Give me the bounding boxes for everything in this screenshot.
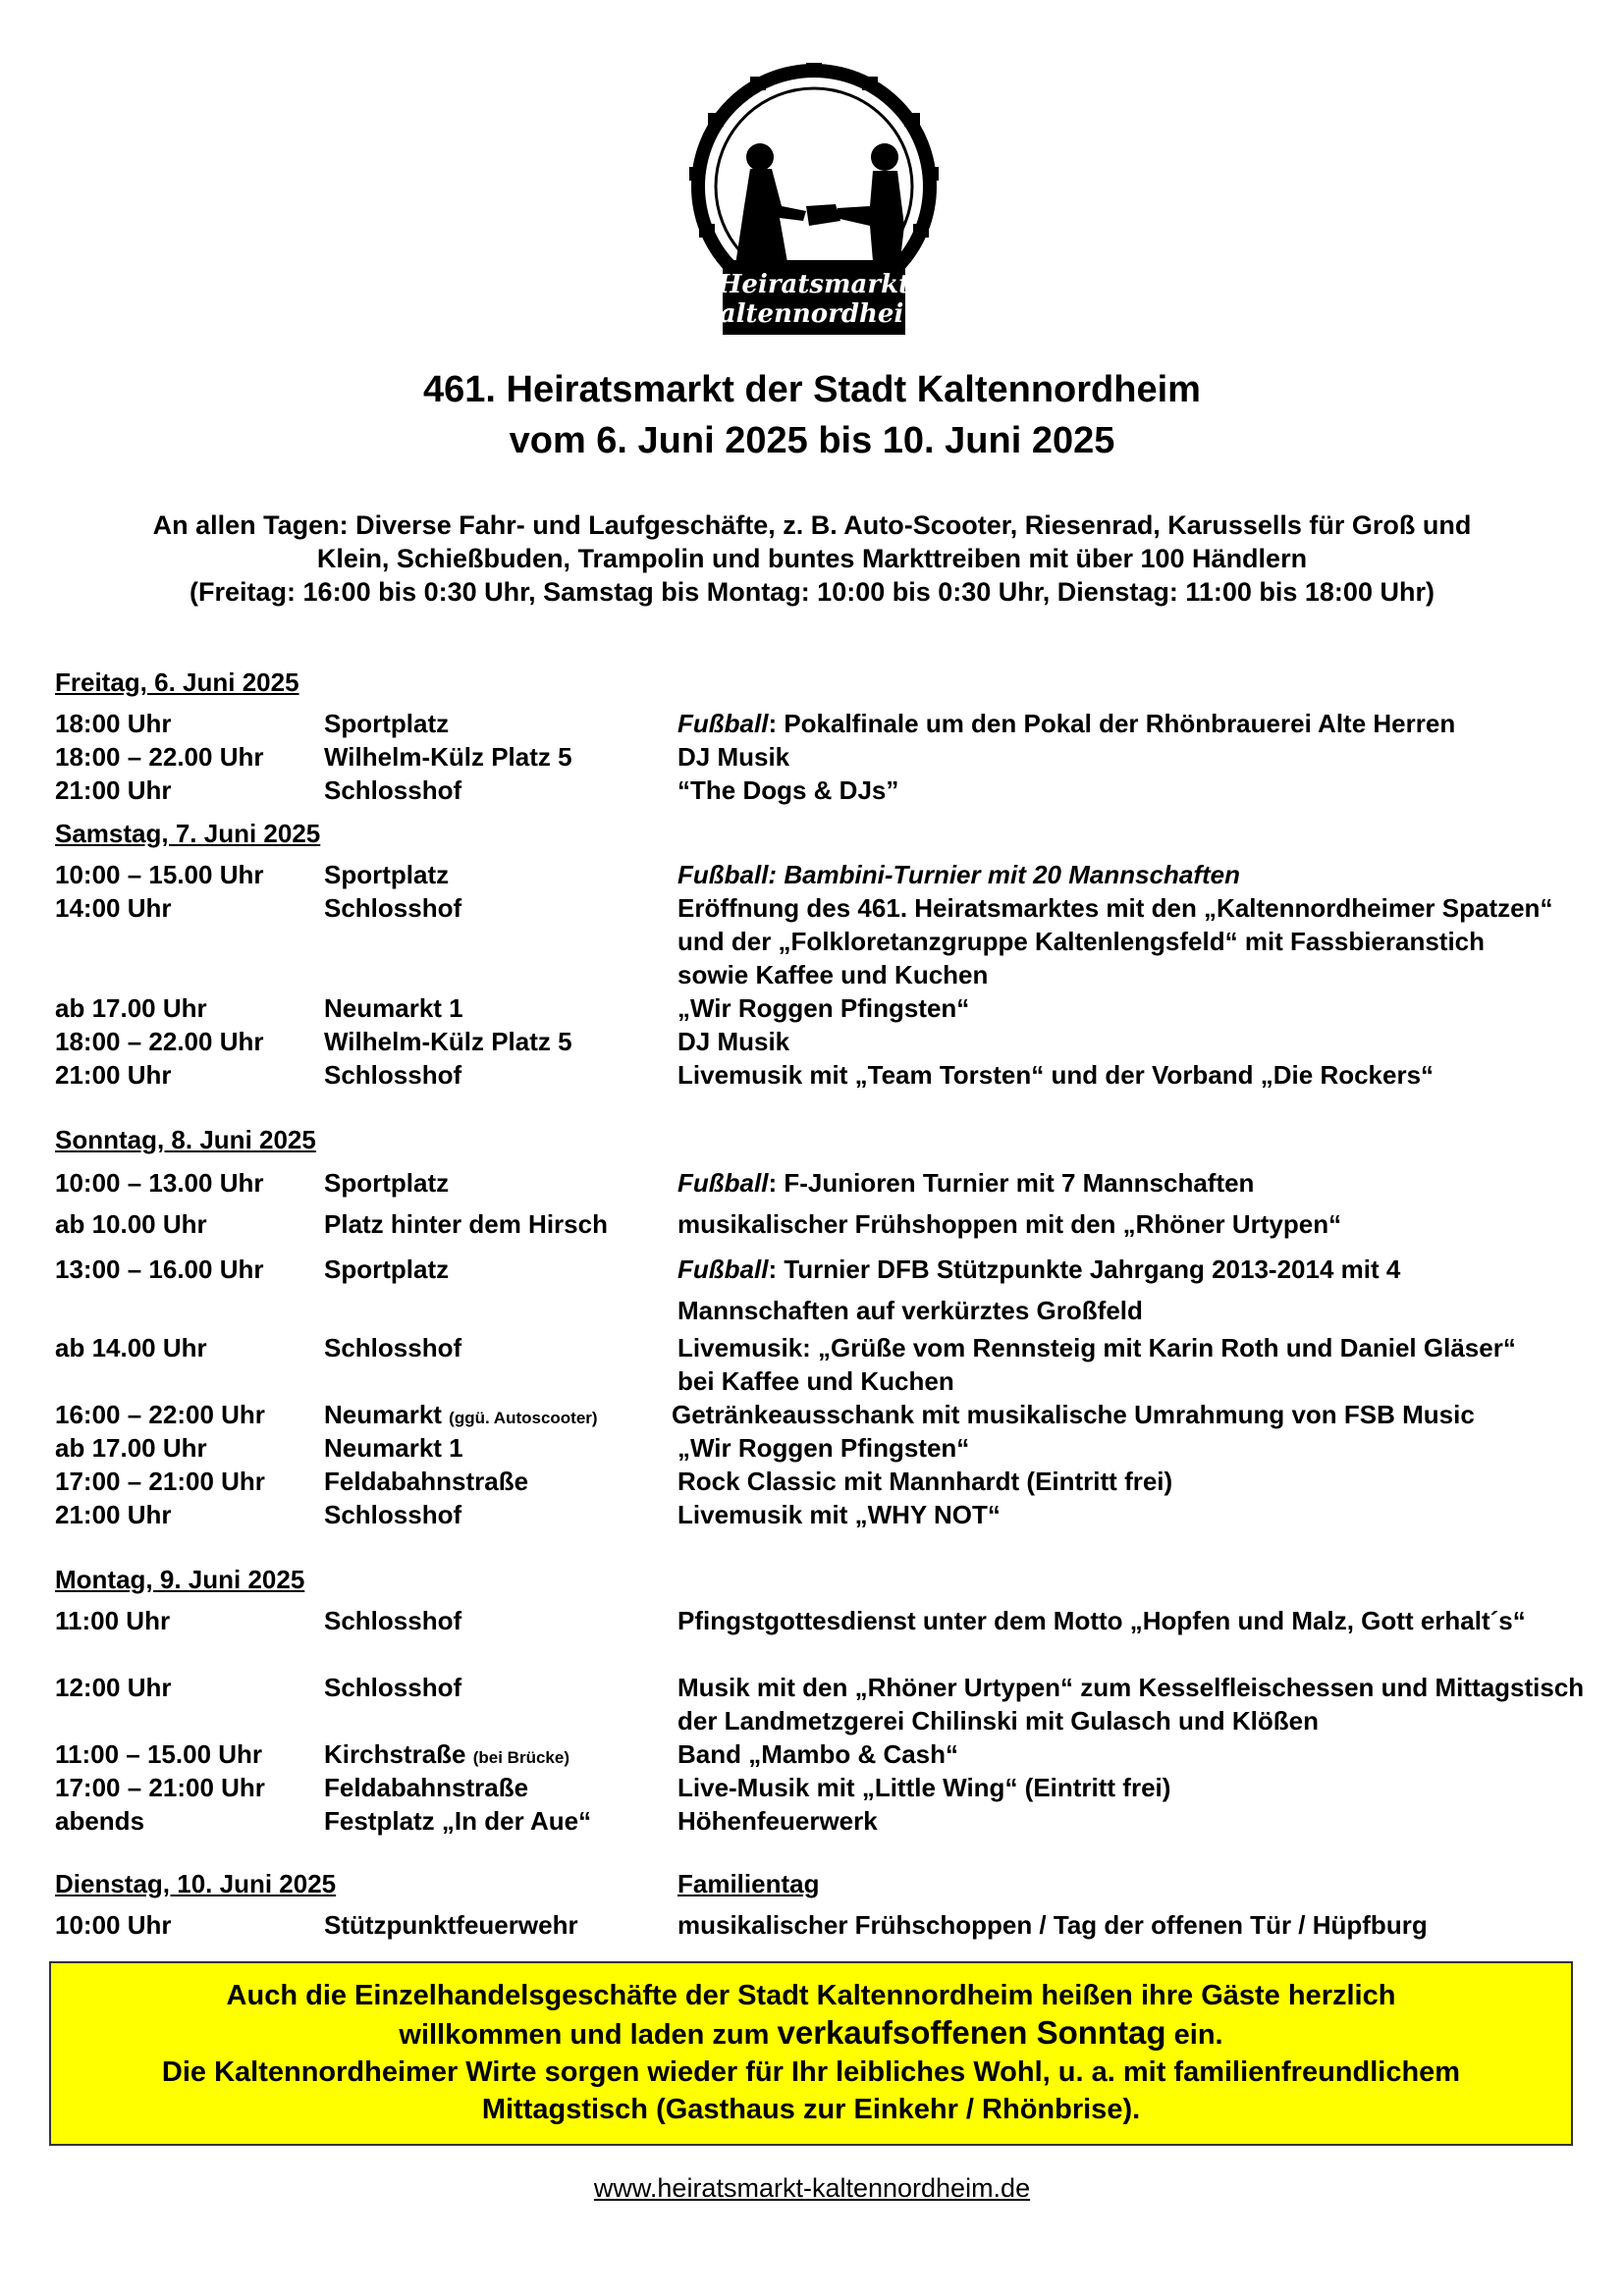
event-time: 21:00 Uhr (55, 1500, 172, 1529)
event-description: “The Dogs & DJs” (677, 775, 899, 805)
event-place: Sportplatz (324, 1255, 450, 1284)
event-place: Schlosshof (324, 1606, 462, 1635)
day-theme-label: Familientag (677, 1869, 820, 1898)
event-place: Schlosshof (324, 893, 462, 923)
intro-line2: Klein, Schießbuden, Trampolin und buntes Markttreiben mit über 100 Händlern (316, 544, 1308, 573)
event-time: 10:00 – 13.00 Uhr (55, 1168, 264, 1198)
event-place: Sportplatz (324, 860, 450, 889)
event-description: musikalischer Frühschoppen / Tag der offenen Tür / Hüpfburg (677, 1910, 1428, 1940)
event-description: Musik mit den „Rhöner Urtypen“ zum Kesselfleischessen und Mittagstisch der Landmetzgerei Chilinski mit Gulasch und Klößen (677, 1673, 1585, 1735)
event-time: ab 17.00 Uhr (55, 993, 207, 1023)
event-place: Schlosshof (324, 1673, 462, 1702)
event-text: : F-Junioren Turnier mit 7 Mannschaften (768, 1168, 1255, 1198)
event-place: Schlosshof (324, 1500, 462, 1529)
event-place-note: (bei Brücke) (472, 1748, 569, 1767)
event-text: : Turnier DFB Stützpunkte Jahrgang 2013-2014 mit 4 Mannschaften auf verkürztes Großfeld (677, 1255, 1401, 1325)
event-time: 10:00 Uhr (55, 1910, 172, 1940)
event-description: Höhenfeuerwerk (677, 1806, 878, 1836)
event-place: Neumarkt 1 (324, 993, 463, 1023)
event-place: Sportplatz (324, 1168, 450, 1198)
event-description: DJ Musik (677, 1027, 790, 1056)
event-place-name: Kirchstraße (324, 1739, 466, 1769)
event-description: musikalischer Frühshoppen mit den „Rhöner Urtypen“ (677, 1209, 1342, 1239)
event-emphasis: Fußball (677, 1168, 769, 1198)
event-place: Feldabahnstraße (324, 1467, 529, 1496)
event-place: Schlosshof (324, 775, 462, 805)
day-heading-saturday: Samstag, 7. Juni 2025 (55, 819, 321, 848)
notice-line4: Mittagstisch (Gasthaus zur Einkehr / Rhönbrise). (481, 2094, 1141, 2125)
event-time: 10:00 – 15.00 Uhr (55, 860, 264, 889)
logo-text-line1: Heiratsmarkt (717, 270, 911, 299)
day-heading-tuesday: Dienstag, 10. Juni 2025 (55, 1869, 337, 1898)
event-place: Wilhelm-Külz Platz 5 (324, 1027, 572, 1056)
event-time: 13:00 – 16.00 Uhr (55, 1255, 264, 1284)
event-place-name: Neumarkt (324, 1400, 442, 1429)
notice-line1: Auch die Einzelhandelsgeschäfte der Stadt Kaltennordheim heißen ihre Gäste herzlich (226, 1980, 1396, 2011)
event-time: 21:00 Uhr (55, 775, 172, 805)
event-place: Neumarkt 1 (324, 1433, 463, 1463)
event-description (677, 858, 1591, 891)
event-time: ab 17.00 Uhr (55, 1433, 207, 1463)
intro-line3: (Freitag: 16:00 bis 0:30 Uhr, Samstag bis Montag: 10:00 bis 0:30 Uhr, Dienstag: 11:00 bis 18:00 Uhr) (189, 577, 1435, 607)
event-time: 14:00 Uhr (55, 893, 172, 923)
event-description: „Wir Roggen Pfingsten“ (677, 993, 970, 1023)
retail-notice-box (49, 1961, 1573, 2146)
event-emphasis: Fußball (677, 1255, 769, 1284)
event-emphasis: Fußball: Bambini-Turnier mit 20 Mannschaften (677, 860, 1241, 889)
event-time: 11:00 Uhr (55, 1606, 171, 1635)
event-time: 12:00 Uhr (55, 1673, 172, 1702)
event-place: Stützpunktfeuerwehr (324, 1910, 578, 1940)
event-place (324, 1398, 598, 1435)
event-time: 21:00 Uhr (55, 1060, 172, 1090)
notice-line2-start: willkommen und laden zum (399, 2019, 778, 2051)
event-place: Feldabahnstraße (324, 1773, 529, 1802)
website-link[interactable]: www.heiratsmarkt-kaltennordheim.de (593, 2173, 1031, 2203)
day-heading-sunday: Sonntag, 8. Juni 2025 (55, 1125, 316, 1154)
page-title-line2: vom 6. Juni 2025 bis 10. Juni 2025 (509, 420, 1115, 461)
day-heading-monday: Montag, 9. Juni 2025 (55, 1565, 305, 1594)
event-time: 17:00 – 21:00 Uhr (55, 1773, 265, 1802)
event-description (677, 1166, 1591, 1200)
event-description (677, 707, 1591, 740)
event-description: Eröffnung des 461. Heiratsmarktes mit den „Kaltennordheimer Spatzen“ und der „Folkloretanzgruppe Kaltenlengsfeld“ mit Fassbieranstich sowie Kaffee und Kuchen (677, 893, 1553, 989)
event-time: 18:00 Uhr (55, 709, 172, 738)
event-place: Platz hinter dem Hirsch (324, 1209, 608, 1239)
event-description: Livemusik mit „Team Torsten“ und der Vorband „Die Rockers“ (677, 1060, 1435, 1090)
page-title-line1: 461. Heiratsmarkt der Stadt Kaltennordheim (423, 369, 1201, 410)
event-time: 18:00 – 22.00 Uhr (55, 742, 264, 772)
event-time: ab 14.00 Uhr (55, 1333, 207, 1362)
heiratsmarkt-logo (634, 59, 994, 344)
event-place: Schlosshof (324, 1060, 462, 1090)
event-place: Schlosshof (324, 1333, 462, 1362)
event-description: Pfingstgottesdienst unter dem Motto „Hopfen und Malz, Gott erhalt´s“ (677, 1606, 1526, 1635)
intro-line1: An allen Tagen: Diverse Fahr- und Laufgeschäfte, z. B. Auto-Scooter, Riesenrad, Karussells für Groß und (152, 510, 1472, 540)
event-time: 18:00 – 22.00 Uhr (55, 1027, 264, 1056)
event-time: 11:00 – 15.00 Uhr (55, 1739, 263, 1769)
day-heading-friday: Freitag, 6. Juni 2025 (55, 667, 299, 697)
notice-line3: Die Kaltennordheimer Wirte sorgen wieder für Ihr leibliches Wohl, u. a. mit familienfreundlichem (161, 2056, 1461, 2088)
event-description: Band „Mambo & Cash“ (677, 1739, 959, 1769)
event-place-note: (ggü. Autoscooter) (449, 1409, 598, 1427)
event-text: : Pokalfinale um den Pokal der Rhönbrauerei Alte Herren (768, 709, 1456, 738)
event-place: Wilhelm-Külz Platz 5 (324, 742, 572, 772)
event-time: 17:00 – 21:00 Uhr (55, 1467, 265, 1496)
event-description: Rock Classic mit Mannhardt (Eintritt frei) (677, 1467, 1173, 1496)
event-place: Sportplatz (324, 709, 450, 738)
event-description: Livemusik mit „WHY NOT“ (677, 1500, 1001, 1529)
event-place: Festplatz „In der Aue“ (324, 1806, 592, 1836)
event-time: abends (55, 1806, 145, 1836)
notice-line2-end: ein. (1165, 2019, 1223, 2051)
event-description: „Wir Roggen Pfingsten“ (677, 1433, 970, 1463)
event-description: Live-Musik mit „Little Wing“ (Eintritt frei) (677, 1773, 1171, 1802)
event-description: Livemusik: „Grüße vom Rennsteig mit Karin Roth und Daniel Gläser“ bei Kaffee und Kuchen (677, 1333, 1516, 1396)
notice-highlight: verkaufsoffenen Sonntag (777, 2014, 1166, 2051)
event-time: ab 10.00 Uhr (55, 1209, 207, 1239)
event-description: DJ Musik (677, 742, 790, 772)
logo-text-line2: Kaltennordheim (697, 299, 931, 329)
event-description (677, 1249, 1542, 1331)
event-emphasis: Fußball (677, 709, 769, 738)
event-time: 16:00 – 22:00 Uhr (55, 1400, 265, 1429)
event-description: Getränkeausschank mit musikalische Umrahmung von FSB Music (672, 1400, 1475, 1429)
event-place (324, 1737, 569, 1775)
notice-line2 (51, 2014, 1571, 2054)
